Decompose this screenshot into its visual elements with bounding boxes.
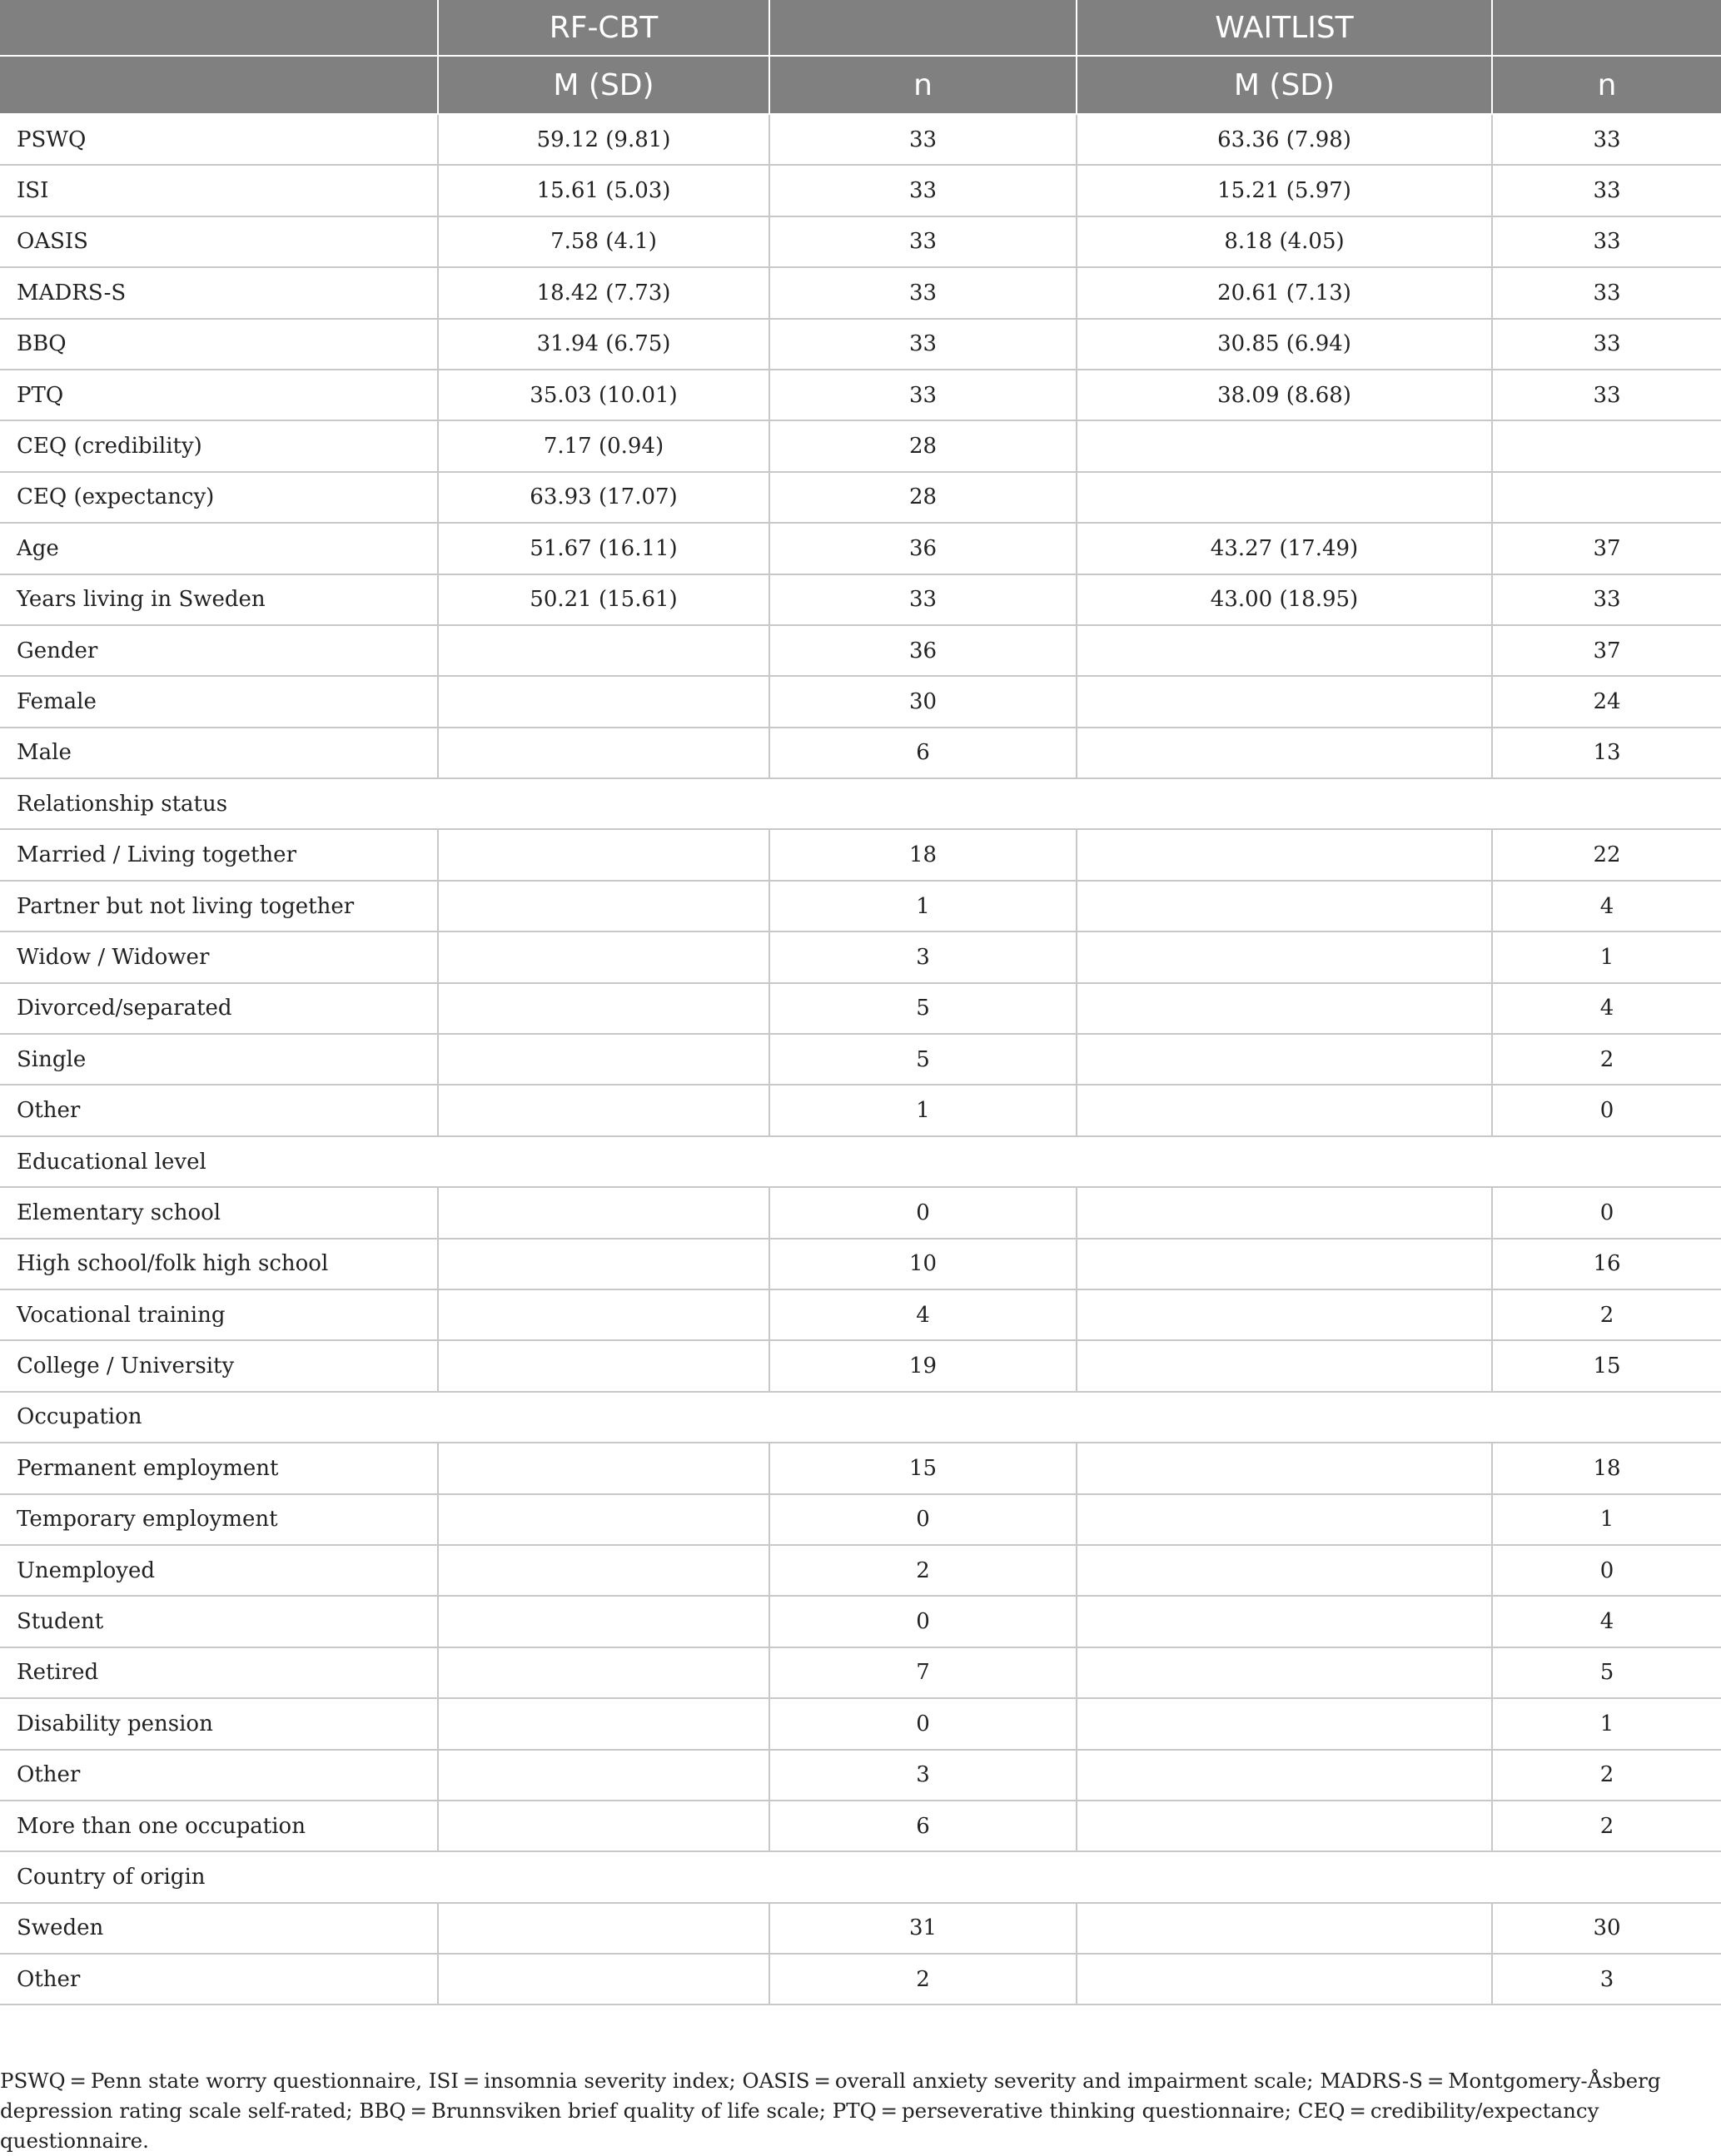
cell-msd-waitlist: 43.27 (17.49)	[1077, 523, 1492, 574]
header-empty-cell	[1492, 0, 1721, 56]
section-label: Occupation	[0, 1392, 1721, 1443]
cell-msd-rf-cbt	[438, 1647, 769, 1698]
cell-n-waitlist: 2	[1492, 1289, 1721, 1340]
cell-n-rf-cbt: 33	[769, 574, 1077, 625]
row-label: BBQ	[0, 319, 438, 370]
cell-n-rf-cbt: 28	[769, 472, 1077, 523]
cell-n-rf-cbt: 10	[769, 1239, 1077, 1289]
cell-msd-waitlist	[1077, 1750, 1492, 1801]
cell-n-rf-cbt: 2	[769, 1545, 1077, 1596]
row-label: OASIS	[0, 216, 438, 267]
cell-n-rf-cbt: 1	[769, 1085, 1077, 1135]
cell-msd-waitlist	[1077, 1340, 1492, 1391]
cell-msd-rf-cbt	[438, 881, 769, 931]
row-label: ISI	[0, 165, 438, 216]
row-label: Vocational training	[0, 1289, 438, 1340]
cell-msd-rf-cbt	[438, 983, 769, 1034]
cell-msd-waitlist: 8.18 (4.05)	[1077, 216, 1492, 267]
row-label: Married / Living together	[0, 829, 438, 880]
header-empty-cell	[769, 0, 1077, 56]
cell-n-rf-cbt: 0	[769, 1698, 1077, 1749]
cell-n-waitlist: 30	[1492, 1903, 1721, 1954]
table-row	[0, 1239, 1721, 1289]
table-row	[0, 1954, 1721, 2004]
table-row	[0, 881, 1721, 931]
row-label: College / University	[0, 1340, 438, 1391]
cell-n-rf-cbt: 5	[769, 983, 1077, 1034]
cell-msd-rf-cbt	[438, 1596, 769, 1647]
table-row	[0, 216, 1721, 267]
cell-msd-rf-cbt	[438, 625, 769, 676]
cell-n-waitlist: 0	[1492, 1545, 1721, 1596]
cell-msd-waitlist	[1077, 1545, 1492, 1596]
cell-msd-rf-cbt: 7.17 (0.94)	[438, 420, 769, 471]
header-row-subcolumns	[0, 56, 1721, 114]
row-label: Elementary school	[0, 1187, 438, 1238]
cell-n-waitlist: 1	[1492, 1698, 1721, 1749]
cell-msd-rf-cbt	[438, 1494, 769, 1545]
table-row	[0, 370, 1721, 420]
cell-msd-rf-cbt	[438, 1443, 769, 1493]
cell-msd-waitlist	[1077, 983, 1492, 1034]
cell-n-rf-cbt: 33	[769, 267, 1077, 318]
cell-msd-waitlist	[1077, 1801, 1492, 1851]
table-row	[0, 472, 1721, 523]
cell-n-rf-cbt: 3	[769, 1750, 1077, 1801]
cell-n-waitlist	[1492, 420, 1721, 471]
row-label: Unemployed	[0, 1545, 438, 1596]
cell-n-waitlist: 16	[1492, 1239, 1721, 1289]
cell-msd-waitlist	[1077, 881, 1492, 931]
cell-n-rf-cbt: 36	[769, 523, 1077, 574]
table-row	[0, 165, 1721, 216]
row-label: Retired	[0, 1647, 438, 1698]
row-label: Disability pension	[0, 1698, 438, 1749]
row-label: More than one occupation	[0, 1801, 438, 1851]
subheader-msd-waitlist: M (SD)	[1077, 56, 1492, 114]
table-row	[0, 420, 1721, 471]
cell-msd-rf-cbt	[438, 829, 769, 880]
cell-msd-rf-cbt	[438, 1801, 769, 1851]
cell-msd-waitlist	[1077, 931, 1492, 982]
cell-n-rf-cbt: 30	[769, 676, 1077, 727]
cell-msd-rf-cbt: 51.67 (16.11)	[438, 523, 769, 574]
cell-msd-rf-cbt: 15.61 (5.03)	[438, 165, 769, 216]
cell-msd-rf-cbt	[438, 728, 769, 778]
section-label: Country of origin	[0, 1851, 1721, 1902]
cell-n-waitlist: 13	[1492, 728, 1721, 778]
cell-msd-waitlist: 20.61 (7.13)	[1077, 267, 1492, 318]
table-row	[0, 1698, 1721, 1749]
section-label: Relationship status	[0, 778, 1721, 829]
cell-msd-rf-cbt	[438, 1034, 769, 1085]
table-row	[0, 728, 1721, 778]
table-row	[0, 574, 1721, 625]
table-row	[0, 1289, 1721, 1340]
cell-n-rf-cbt: 3	[769, 931, 1077, 982]
cell-n-rf-cbt: 1	[769, 881, 1077, 931]
table-footnote: PSWQ = Penn state worry questionnaire, ISI = insomnia severity index; OASIS = overall anxiety severity and impairment scale; MADRS-S = Montgomery-Åsberg depression rating scale self-rated; BBQ = Brunnsviken brief quality of life scale; PTQ = perseverative thinking questionnaire; CEQ = credibility/expectancy questionnaire.	[0, 2069, 1661, 2153]
cell-n-rf-cbt: 33	[769, 319, 1077, 370]
cell-n-waitlist: 2	[1492, 1801, 1721, 1851]
cell-msd-rf-cbt	[438, 1187, 769, 1238]
row-label: Female	[0, 676, 438, 727]
cell-n-rf-cbt: 15	[769, 1443, 1077, 1493]
cell-n-rf-cbt: 0	[769, 1494, 1077, 1545]
table-row	[0, 676, 1721, 727]
row-label: CEQ (credibility)	[0, 420, 438, 471]
table-row	[0, 1494, 1721, 1545]
row-label: MADRS-S	[0, 267, 438, 318]
row-label: Single	[0, 1034, 438, 1085]
cell-n-rf-cbt: 4	[769, 1289, 1077, 1340]
cell-msd-rf-cbt: 59.12 (9.81)	[438, 114, 769, 165]
table-row	[0, 1034, 1721, 1085]
header-empty-cell	[0, 0, 438, 56]
cell-msd-waitlist	[1077, 1239, 1492, 1289]
cell-n-waitlist: 22	[1492, 829, 1721, 880]
cell-n-waitlist: 37	[1492, 523, 1721, 574]
cell-msd-waitlist	[1077, 420, 1492, 471]
table-row	[0, 1085, 1721, 1135]
cell-msd-rf-cbt: 35.03 (10.01)	[438, 370, 769, 420]
row-label: Age	[0, 523, 438, 574]
table-row	[0, 1340, 1721, 1391]
table-row	[0, 829, 1721, 880]
cell-msd-waitlist	[1077, 728, 1492, 778]
cell-msd-rf-cbt	[438, 1954, 769, 2004]
cell-n-rf-cbt: 0	[769, 1596, 1077, 1647]
cell-n-rf-cbt: 33	[769, 114, 1077, 165]
cell-msd-waitlist	[1077, 1289, 1492, 1340]
row-label: CEQ (expectancy)	[0, 472, 438, 523]
row-label: High school/folk high school	[0, 1239, 438, 1289]
row-label: Other	[0, 1085, 438, 1135]
row-label: Widow / Widower	[0, 931, 438, 982]
cell-msd-rf-cbt	[438, 1698, 769, 1749]
table-body	[0, 114, 1721, 2004]
cell-n-waitlist: 37	[1492, 625, 1721, 676]
table-row	[0, 1443, 1721, 1493]
row-label: Other	[0, 1750, 438, 1801]
cell-n-waitlist: 18	[1492, 1443, 1721, 1493]
cell-msd-rf-cbt	[438, 1239, 769, 1289]
cell-n-waitlist: 1	[1492, 931, 1721, 982]
cell-n-rf-cbt: 6	[769, 728, 1077, 778]
section-header-row	[0, 778, 1721, 829]
table-row	[0, 1187, 1721, 1238]
cell-msd-waitlist	[1077, 1443, 1492, 1493]
cell-msd-waitlist	[1077, 1954, 1492, 2004]
cell-n-waitlist: 2	[1492, 1750, 1721, 1801]
row-label: Divorced/separated	[0, 983, 438, 1034]
cell-n-waitlist: 33	[1492, 267, 1721, 318]
table-row	[0, 983, 1721, 1034]
cell-n-waitlist: 4	[1492, 1596, 1721, 1647]
cell-msd-waitlist	[1077, 1034, 1492, 1085]
cell-n-waitlist: 2	[1492, 1034, 1721, 1085]
cell-msd-waitlist	[1077, 1494, 1492, 1545]
cell-msd-waitlist	[1077, 1596, 1492, 1647]
table-row	[0, 1801, 1721, 1851]
cell-n-waitlist: 0	[1492, 1187, 1721, 1238]
cell-n-waitlist: 33	[1492, 574, 1721, 625]
table-row	[0, 931, 1721, 982]
table-header	[0, 0, 1721, 114]
cell-n-waitlist: 15	[1492, 1340, 1721, 1391]
table-row	[0, 1545, 1721, 1596]
cell-n-rf-cbt: 7	[769, 1647, 1077, 1698]
cell-msd-waitlist	[1077, 1698, 1492, 1749]
subheader-msd-rf-cbt: M (SD)	[438, 56, 769, 114]
cell-n-rf-cbt: 36	[769, 625, 1077, 676]
cell-msd-waitlist: 63.36 (7.98)	[1077, 114, 1492, 165]
row-label: Partner but not living together	[0, 881, 438, 931]
cell-msd-rf-cbt	[438, 1085, 769, 1135]
row-label: Years living in Sweden	[0, 574, 438, 625]
cell-n-waitlist: 33	[1492, 165, 1721, 216]
cell-msd-rf-cbt	[438, 1289, 769, 1340]
cell-msd-waitlist: 38.09 (8.68)	[1077, 370, 1492, 420]
cell-msd-rf-cbt	[438, 1903, 769, 1954]
table-row	[0, 1647, 1721, 1698]
cell-msd-rf-cbt	[438, 1545, 769, 1596]
cell-msd-waitlist	[1077, 1187, 1492, 1238]
cell-n-waitlist: 1	[1492, 1494, 1721, 1545]
cell-n-waitlist: 4	[1492, 881, 1721, 931]
cell-msd-waitlist	[1077, 676, 1492, 727]
cell-msd-waitlist	[1077, 1647, 1492, 1698]
row-label: Gender	[0, 625, 438, 676]
cell-msd-rf-cbt	[438, 931, 769, 982]
cell-n-rf-cbt: 19	[769, 1340, 1077, 1391]
group-header-rf-cbt: RF-CBT	[438, 0, 769, 56]
cell-n-rf-cbt: 33	[769, 216, 1077, 267]
row-label: Permanent employment	[0, 1443, 438, 1493]
cell-n-waitlist	[1492, 472, 1721, 523]
cell-msd-waitlist: 30.85 (6.94)	[1077, 319, 1492, 370]
cell-msd-rf-cbt: 63.93 (17.07)	[438, 472, 769, 523]
cell-msd-waitlist	[1077, 625, 1492, 676]
cell-msd-waitlist: 43.00 (18.95)	[1077, 574, 1492, 625]
row-label: PTQ	[0, 370, 438, 420]
cell-msd-rf-cbt: 31.94 (6.75)	[438, 319, 769, 370]
cell-n-rf-cbt: 31	[769, 1903, 1077, 1954]
cell-n-rf-cbt: 33	[769, 370, 1077, 420]
cell-n-waitlist: 4	[1492, 983, 1721, 1034]
row-label: Other	[0, 1954, 438, 2004]
cell-n-waitlist: 33	[1492, 370, 1721, 420]
cell-n-waitlist: 33	[1492, 114, 1721, 165]
row-label: Male	[0, 728, 438, 778]
header-empty-cell	[0, 56, 438, 114]
section-header-row	[0, 1392, 1721, 1443]
section-label: Educational level	[0, 1136, 1721, 1187]
cell-n-rf-cbt: 5	[769, 1034, 1077, 1085]
header-row-groups	[0, 0, 1721, 56]
table-row	[0, 625, 1721, 676]
group-header-waitlist: WAITLIST	[1077, 0, 1492, 56]
cell-n-rf-cbt: 2	[769, 1954, 1077, 2004]
cell-n-rf-cbt: 0	[769, 1187, 1077, 1238]
cell-msd-waitlist	[1077, 1903, 1492, 1954]
cell-n-waitlist: 33	[1492, 319, 1721, 370]
cell-n-rf-cbt: 33	[769, 165, 1077, 216]
cell-n-waitlist: 33	[1492, 216, 1721, 267]
section-header-row	[0, 1851, 1721, 1902]
table-row	[0, 523, 1721, 574]
cell-msd-rf-cbt: 50.21 (15.61)	[438, 574, 769, 625]
table-row	[0, 1903, 1721, 1954]
cell-msd-rf-cbt: 18.42 (7.73)	[438, 267, 769, 318]
cell-n-waitlist: 5	[1492, 1647, 1721, 1698]
table-row	[0, 114, 1721, 165]
cell-msd-rf-cbt	[438, 1750, 769, 1801]
section-header-row	[0, 1136, 1721, 1187]
subheader-n-rf-cbt: n	[769, 56, 1077, 114]
table-row	[0, 267, 1721, 318]
cell-n-waitlist: 24	[1492, 676, 1721, 727]
table-row	[0, 1750, 1721, 1801]
cell-n-rf-cbt: 18	[769, 829, 1077, 880]
subheader-n-waitlist: n	[1492, 56, 1721, 114]
cell-n-rf-cbt: 6	[769, 1801, 1077, 1851]
table-row	[0, 319, 1721, 370]
cell-n-waitlist: 3	[1492, 1954, 1721, 2004]
row-label: Sweden	[0, 1903, 438, 1954]
cell-n-rf-cbt: 28	[769, 420, 1077, 471]
row-label: PSWQ	[0, 114, 438, 165]
row-label: Temporary employment	[0, 1494, 438, 1545]
cell-msd-rf-cbt	[438, 676, 769, 727]
cell-msd-waitlist	[1077, 472, 1492, 523]
cell-n-waitlist: 0	[1492, 1085, 1721, 1135]
table-row	[0, 1596, 1721, 1647]
cell-msd-waitlist	[1077, 829, 1492, 880]
cell-msd-rf-cbt: 7.58 (4.1)	[438, 216, 769, 267]
cell-msd-waitlist: 15.21 (5.97)	[1077, 165, 1492, 216]
cell-msd-rf-cbt	[438, 1340, 769, 1391]
row-label: Student	[0, 1596, 438, 1647]
cell-msd-waitlist	[1077, 1085, 1492, 1135]
